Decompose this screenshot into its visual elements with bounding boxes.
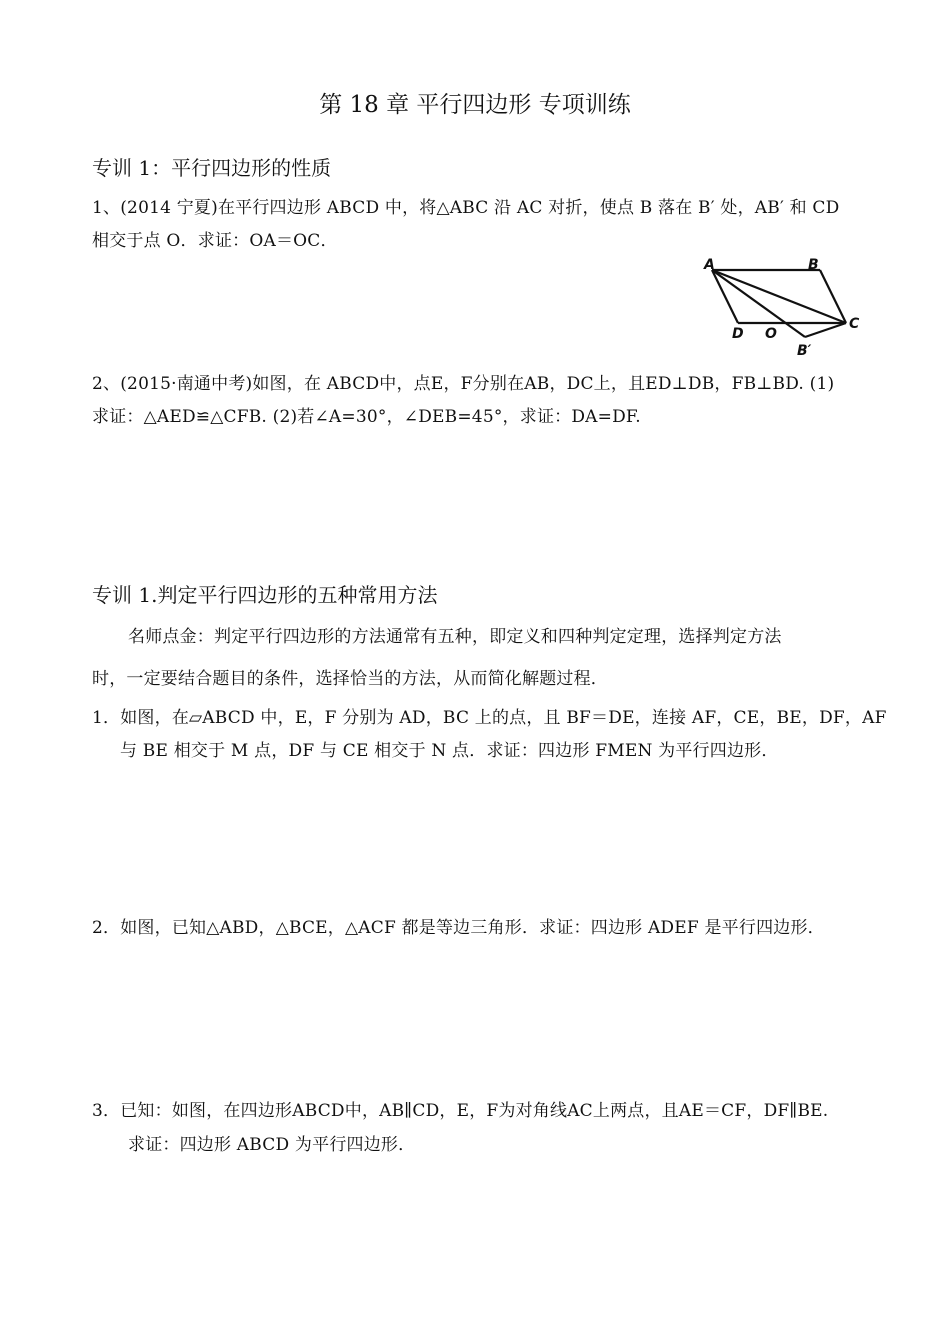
s2-q1-line2: 与 BE 相交于 M 点，DF 与 CE 相交于 N 点．求证：四边形 FMEN 为平行四边形．: [120, 741, 779, 761]
label-O: O: [765, 326, 777, 342]
s1-q2-line2: 求证：△AED≌△CFB. (2)若∠A=30°，∠DEB=45°，求证：DA=DF.: [92, 407, 641, 427]
label-C: C: [849, 316, 860, 332]
s2-q3-line2: 求证：四边形 ABCD 为平行四边形．: [128, 1135, 416, 1155]
label-Bprime: B′: [797, 343, 812, 359]
s2-tip-line1: 名师点金：判定平行四边形的方法通常有五种，即定义和四种判定定理，选择判定方法: [128, 627, 782, 647]
s1-q1-line2: 相交于点 O．求证：OA＝OC．: [92, 231, 338, 251]
s1-q2-line1: 2、(2015·南通中考)如图，在 ABCD中，点E，F分别在AB，DC上，且ED⊥DB，FB⊥BD. (1): [92, 374, 835, 394]
s2-tip-line2: 时，一定要结合题目的条件，选择恰当的方法，从而简化解题过程．: [92, 669, 608, 689]
s1-q1-line1: 1、(2014 宁夏)在平行四边形 ABCD 中，将△ABC 沿 AC 对折，使点 B 落在 B′ 处，AB′ 和 CD: [92, 198, 840, 218]
section1-heading: 专训 1：平行四边形的性质: [92, 156, 332, 180]
diagonal-AC: [712, 270, 846, 323]
s2-q3-line1: 3．已知：如图，在四边形ABCD中，AB∥CD，E，F为对角线AC上两点，且AE＝CF，DF∥BE.: [92, 1101, 829, 1121]
edge-BpC: [805, 323, 846, 337]
page-title: 第 18 章 平行四边形 专项训练: [319, 92, 631, 118]
label-D: D: [732, 326, 744, 342]
section2-heading: 专训 1.判定平行四边形的五种常用方法: [92, 583, 438, 607]
edge-ABp: [712, 270, 805, 337]
parallelogram-fold-figure: [700, 252, 870, 362]
s2-q1-line1: 1．如图，在▱ABCD 中，E，F 分别为 AD，BC 上的点，且 BF＝DE，连接 AF，CE，BE，DF，AF: [92, 708, 887, 728]
s2-q2: 2．如图，已知△ABD，△BCE，△ACF 都是等边三角形．求证：四边形 ADEF 是平行四边形．: [92, 918, 825, 938]
label-A: A: [704, 257, 715, 273]
label-B: B: [808, 257, 819, 273]
